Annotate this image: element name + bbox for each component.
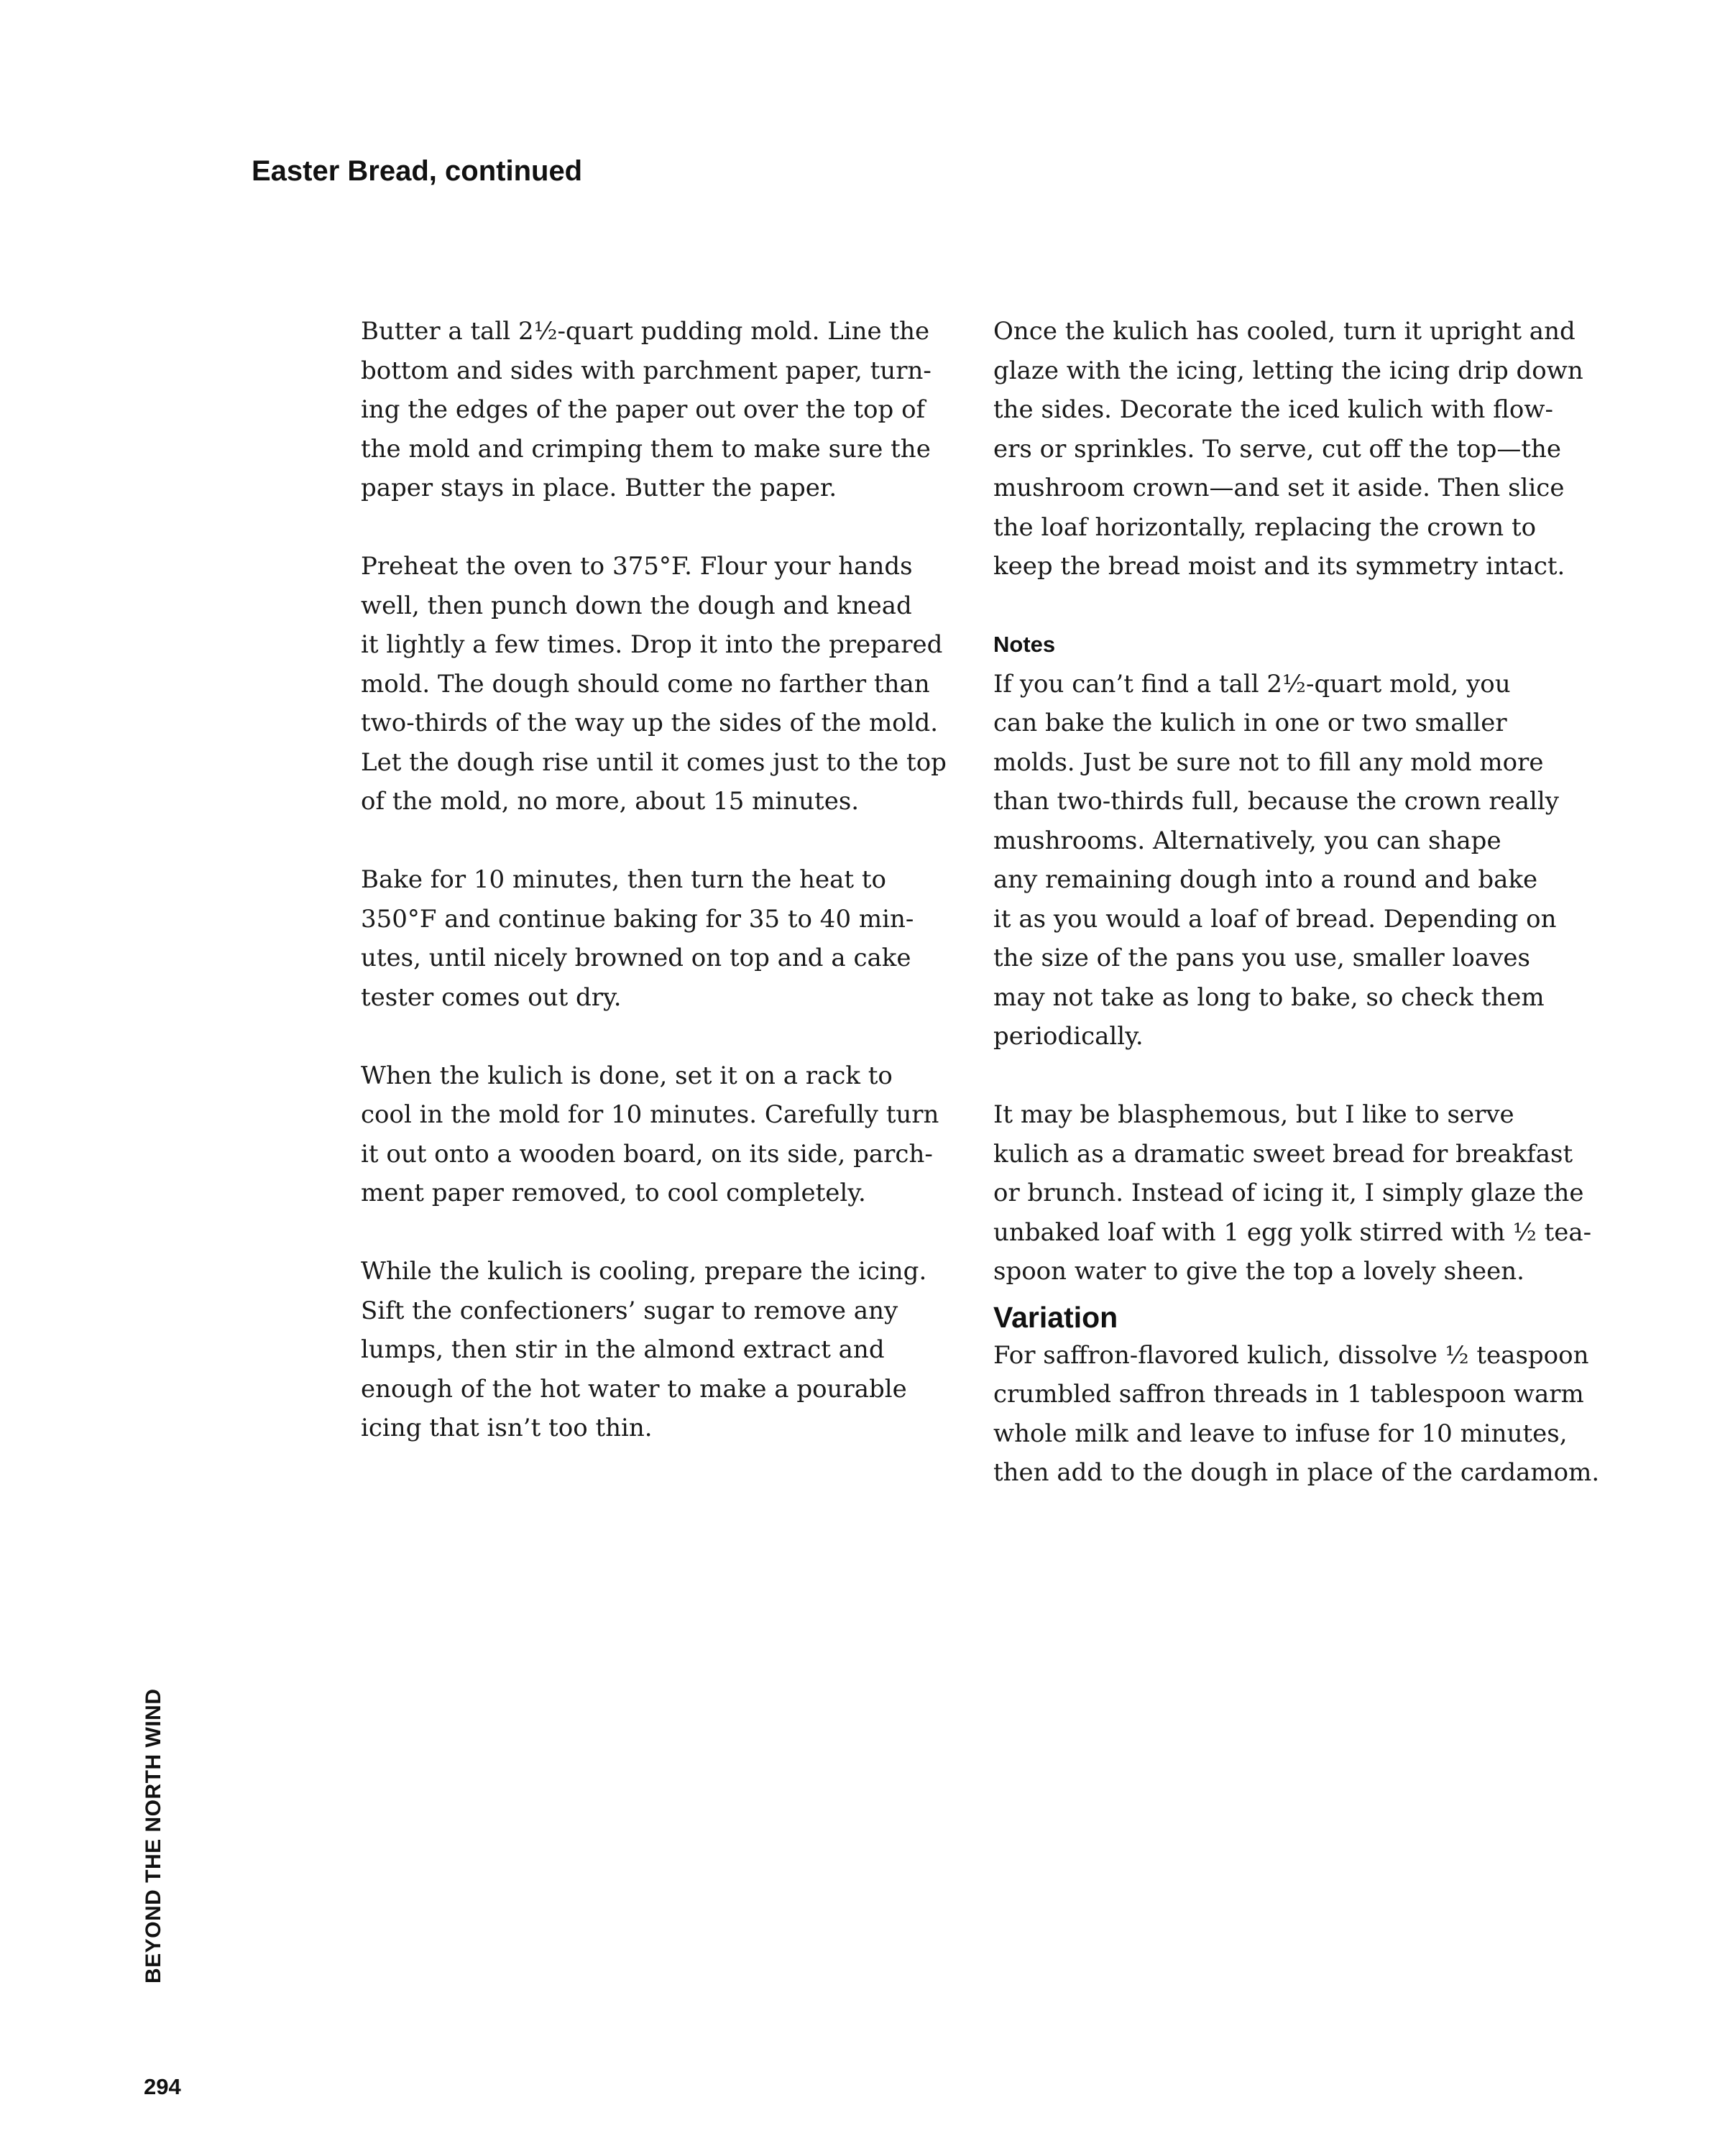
paragraph-icing	[361, 1252, 936, 1448]
text-line: mushrooms. Alternatively, you can shape	[993, 826, 1501, 855]
text-line: spoon water to give the top a lovely sheen.	[993, 1257, 1524, 1286]
text-line: may not take as long to bake, so check them	[993, 982, 1545, 1012]
left-column	[361, 312, 947, 1487]
text-line: Sift the confectioners’ sugar to remove any	[361, 1296, 898, 1325]
text-line: enough of the hot water to make a pourable	[361, 1374, 907, 1404]
notes-heading: Notes	[993, 632, 1056, 657]
text-line: well, then punch down the dough and knead	[361, 591, 912, 620]
paragraph-notes-mold	[993, 665, 1568, 1056]
text-line: it out onto a wooden board, on its side, parch-	[361, 1139, 933, 1169]
text-line: the loaf horizontally, replacing the crown to	[993, 512, 1537, 542]
text-line: If you can’t find a tall 2½-quart mold, you	[993, 669, 1511, 699]
paragraph-preheat	[361, 547, 947, 821]
text-line: Bake for 10 minutes, then turn the heat to	[361, 865, 887, 894]
page-number: 294	[144, 2074, 181, 2099]
text-line: the size of the pans you use, smaller loaves	[993, 944, 1530, 972]
text-line: ing the edges of the paper out over the top of	[361, 395, 926, 424]
text-line: Let the dough rise until it comes just to the top	[361, 747, 947, 777]
paragraph-glaze-serve	[993, 312, 1583, 586]
variation-heading: Variation	[993, 1300, 1118, 1334]
text-line: icing that isn’t too thin.	[361, 1414, 653, 1442]
right-column	[993, 312, 1600, 1531]
paragraph-prepare-mold	[361, 312, 936, 508]
text-line: It may be blasphemous, but I like to serve	[993, 1100, 1514, 1129]
text-line: utes, until nicely browned on top and a cake	[361, 944, 911, 972]
text-line: then add to the dough in place of the cardamom.	[993, 1458, 1600, 1487]
text-line: lumps, then stir in the almond extract and	[361, 1335, 885, 1364]
text-line: the mold and crimping them to make sure the	[361, 434, 931, 464]
text-line: paper stays in place. Butter the paper.	[361, 474, 837, 502]
page-title: Easter Bread, continued	[252, 155, 583, 187]
paragraph-cool	[361, 1056, 939, 1213]
text-line: Once the kulich has cooled, turn it upright and	[993, 317, 1576, 346]
text-line: tester comes out dry.	[361, 982, 622, 1012]
text-line: can bake the kulich in one or two smaller	[993, 709, 1507, 737]
paragraph-notes-breakfast	[993, 1095, 1592, 1291]
text-line: glaze with the icing, letting the icing drip down	[993, 356, 1583, 385]
text-line: When the kulich is done, set it on a rack to	[361, 1061, 893, 1090]
text-line: it as you would a loaf of bread. Depending on	[993, 904, 1557, 934]
text-line: While the kulich is cooling, prepare the icing.	[361, 1257, 927, 1286]
text-line: Preheat the oven to 375°F. Flour your hands	[361, 552, 913, 581]
text-line: keep the bread moist and its symmetry intact.	[993, 552, 1565, 581]
text-line: Butter a tall 2½-quart pudding mold. Line the	[361, 317, 930, 346]
text-line: ment paper removed, to cool completely.	[361, 1179, 866, 1207]
text-line: 350°F and continue baking for 35 to 40 min-	[361, 904, 914, 934]
paragraph-variation-saffron	[993, 1336, 1600, 1493]
text-line: or brunch. Instead of icing it, I simply glaze the	[993, 1179, 1584, 1207]
text-line: than two-thirds full, because the crown really	[993, 787, 1559, 816]
paragraph-bake	[361, 860, 936, 1017]
text-line: the sides. Decorate the iced kulich with flow-	[993, 395, 1553, 424]
text-line: bottom and sides with parchment paper, turn-	[361, 356, 932, 385]
text-line: crumbled saffron threads in 1 tablespoon warm	[993, 1380, 1584, 1409]
text-line: of the mold, no more, about 15 minutes.	[361, 787, 860, 816]
text-line: molds. Just be sure not to fill any mold more	[993, 747, 1544, 777]
text-line: it lightly a few times. Drop it into the prepared	[361, 630, 943, 659]
text-line: whole milk and leave to infuse for 10 minutes,	[993, 1419, 1568, 1448]
text-line: mushroom crown—and set it aside. Then slice	[993, 474, 1565, 502]
text-line: unbaked loaf with 1 egg yolk stirred with ½ tea-	[993, 1217, 1592, 1247]
text-line: mold. The dough should come no farther than	[361, 669, 930, 699]
text-line: two-thirds of the way up the sides of the mold.	[361, 709, 939, 737]
text-line: ers or sprinkles. To serve, cut off the top—the	[993, 434, 1562, 464]
text-line: periodically.	[993, 1022, 1144, 1051]
running-head: BEYOND THE NORTH WIND	[142, 1688, 165, 1984]
text-line: For saffron-flavored kulich, dissolve ½ teaspoon	[993, 1340, 1589, 1370]
text-line: kulich as a dramatic sweet bread for breakfast	[993, 1139, 1573, 1169]
text-line: cool in the mold for 10 minutes. Carefully turn	[361, 1100, 939, 1129]
text-line: any remaining dough into a round and bake	[993, 865, 1538, 894]
